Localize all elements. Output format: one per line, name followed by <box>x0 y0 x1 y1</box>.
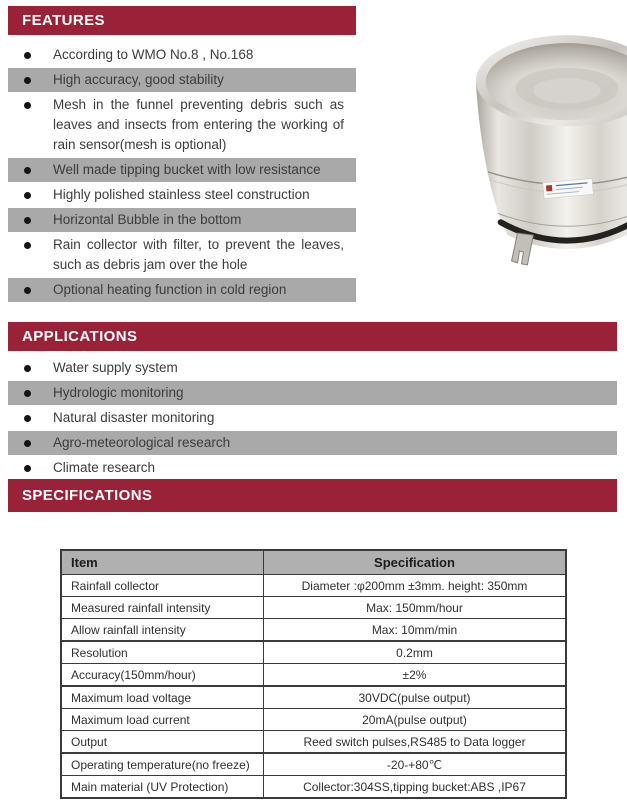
application-item <box>8 356 617 380</box>
feature-text: According to WMO No.8 , No.168 <box>53 47 254 62</box>
rain-gauge-illustration <box>468 30 627 270</box>
table-row <box>61 686 566 709</box>
bullet-icon <box>24 390 31 397</box>
spec-table-header-row <box>61 550 566 575</box>
spec-item-cell: Allow rainfall intensity <box>61 619 264 642</box>
spec-item-cell: Operating temperature(no freeze) <box>61 753 264 776</box>
bullet-icon <box>24 287 31 294</box>
application-text: Hydrologic monitoring <box>53 385 184 400</box>
feature-item <box>8 278 356 302</box>
spec-value-cell: ±2% <box>264 664 567 687</box>
spec-value-cell: Reed switch pulses,RS485 to Data logger <box>264 731 567 754</box>
features-section <box>8 6 356 303</box>
feature-text: Well made tipping bucket with low resistance <box>53 162 321 177</box>
feature-item <box>8 158 356 182</box>
bullet-icon <box>24 102 31 109</box>
spec-item-cell: Maximum load voltage <box>61 686 264 709</box>
spec-table <box>60 549 567 799</box>
bullet-icon <box>24 77 31 84</box>
feature-text: Mesh in the funnel preventing debris such as leaves and insects from entering the working of rain sensor(mesh is optional) <box>53 97 344 152</box>
specifications-section <box>8 479 617 799</box>
spec-item-cell: Accuracy(150mm/hour) <box>61 664 264 687</box>
features-header: FEATURES <box>8 6 356 35</box>
spec-item-cell: Main material (UV Protection) <box>61 776 264 799</box>
bullet-icon <box>24 192 31 199</box>
table-row <box>61 619 566 642</box>
spec-value-cell: -20-+80℃ <box>264 753 567 776</box>
feature-item <box>8 93 356 157</box>
table-row <box>61 575 566 597</box>
bullet-icon <box>24 365 31 372</box>
application-item <box>8 456 617 480</box>
table-row <box>61 641 566 664</box>
feature-text: Optional heating function in cold region <box>53 282 287 297</box>
spec-value-cell: 0.2mm <box>264 641 567 664</box>
spec-value-cell: Collector:304SS,tipping bucket:ABS ,IP67 <box>264 776 567 799</box>
feature-item <box>8 233 356 277</box>
table-row <box>61 709 566 731</box>
spec-header-specification: Specification <box>264 550 567 575</box>
product-photo <box>468 30 627 270</box>
table-row <box>61 776 566 799</box>
applications-section <box>8 322 617 481</box>
features-list <box>8 43 356 302</box>
application-text: Agro-meteorological research <box>53 435 231 450</box>
bullet-icon <box>24 465 31 472</box>
spec-item-cell: Rainfall collector <box>61 575 264 597</box>
spec-table-body <box>61 575 566 799</box>
bullet-icon <box>24 52 31 59</box>
specifications-header: SPECIFICATIONS <box>8 479 617 512</box>
feature-item <box>8 43 356 67</box>
spec-value-cell: 20mA(pulse output) <box>264 709 567 731</box>
table-row <box>61 597 566 619</box>
table-row <box>61 664 566 687</box>
table-row <box>61 753 566 776</box>
feature-item <box>8 183 356 207</box>
feature-text: High accuracy, good stability <box>53 72 224 87</box>
application-text: Natural disaster monitoring <box>53 410 215 425</box>
applications-header: APPLICATIONS <box>8 322 617 351</box>
feature-text: Rain collector with filter, to prevent the leaves, such as debris jam over the hole <box>53 237 344 272</box>
application-text: Climate research <box>53 460 156 475</box>
bullet-icon <box>24 440 31 447</box>
application-item <box>8 406 617 430</box>
spec-header-item: Item <box>61 550 264 575</box>
spec-item-cell: Maximum load current <box>61 709 264 731</box>
spec-value-cell: 30VDC(pulse output) <box>264 686 567 709</box>
application-text: Water supply system <box>53 360 178 375</box>
spec-value-cell: Diameter :φ200mm ±3mm. height: 350mm <box>264 575 567 597</box>
spec-item-cell: Output <box>61 731 264 754</box>
spec-item-cell: Resolution <box>61 641 264 664</box>
application-item <box>8 431 617 455</box>
feature-text: Highly polished stainless steel construction <box>53 187 310 202</box>
spec-table-wrap <box>60 549 617 799</box>
bullet-icon <box>24 242 31 249</box>
applications-list <box>8 356 617 480</box>
bullet-icon <box>24 217 31 224</box>
feature-text: Horizontal Bubble in the bottom <box>53 212 242 227</box>
bullet-icon <box>24 415 31 422</box>
table-row <box>61 731 566 754</box>
bullet-icon <box>24 167 31 174</box>
spec-value-cell: Max: 10mm/min <box>264 619 567 642</box>
feature-item <box>8 68 356 92</box>
application-item <box>8 381 617 405</box>
spec-value-cell: Max: 150mm/hour <box>264 597 567 619</box>
feature-item <box>8 208 356 232</box>
spec-item-cell: Measured rainfall intensity <box>61 597 264 619</box>
